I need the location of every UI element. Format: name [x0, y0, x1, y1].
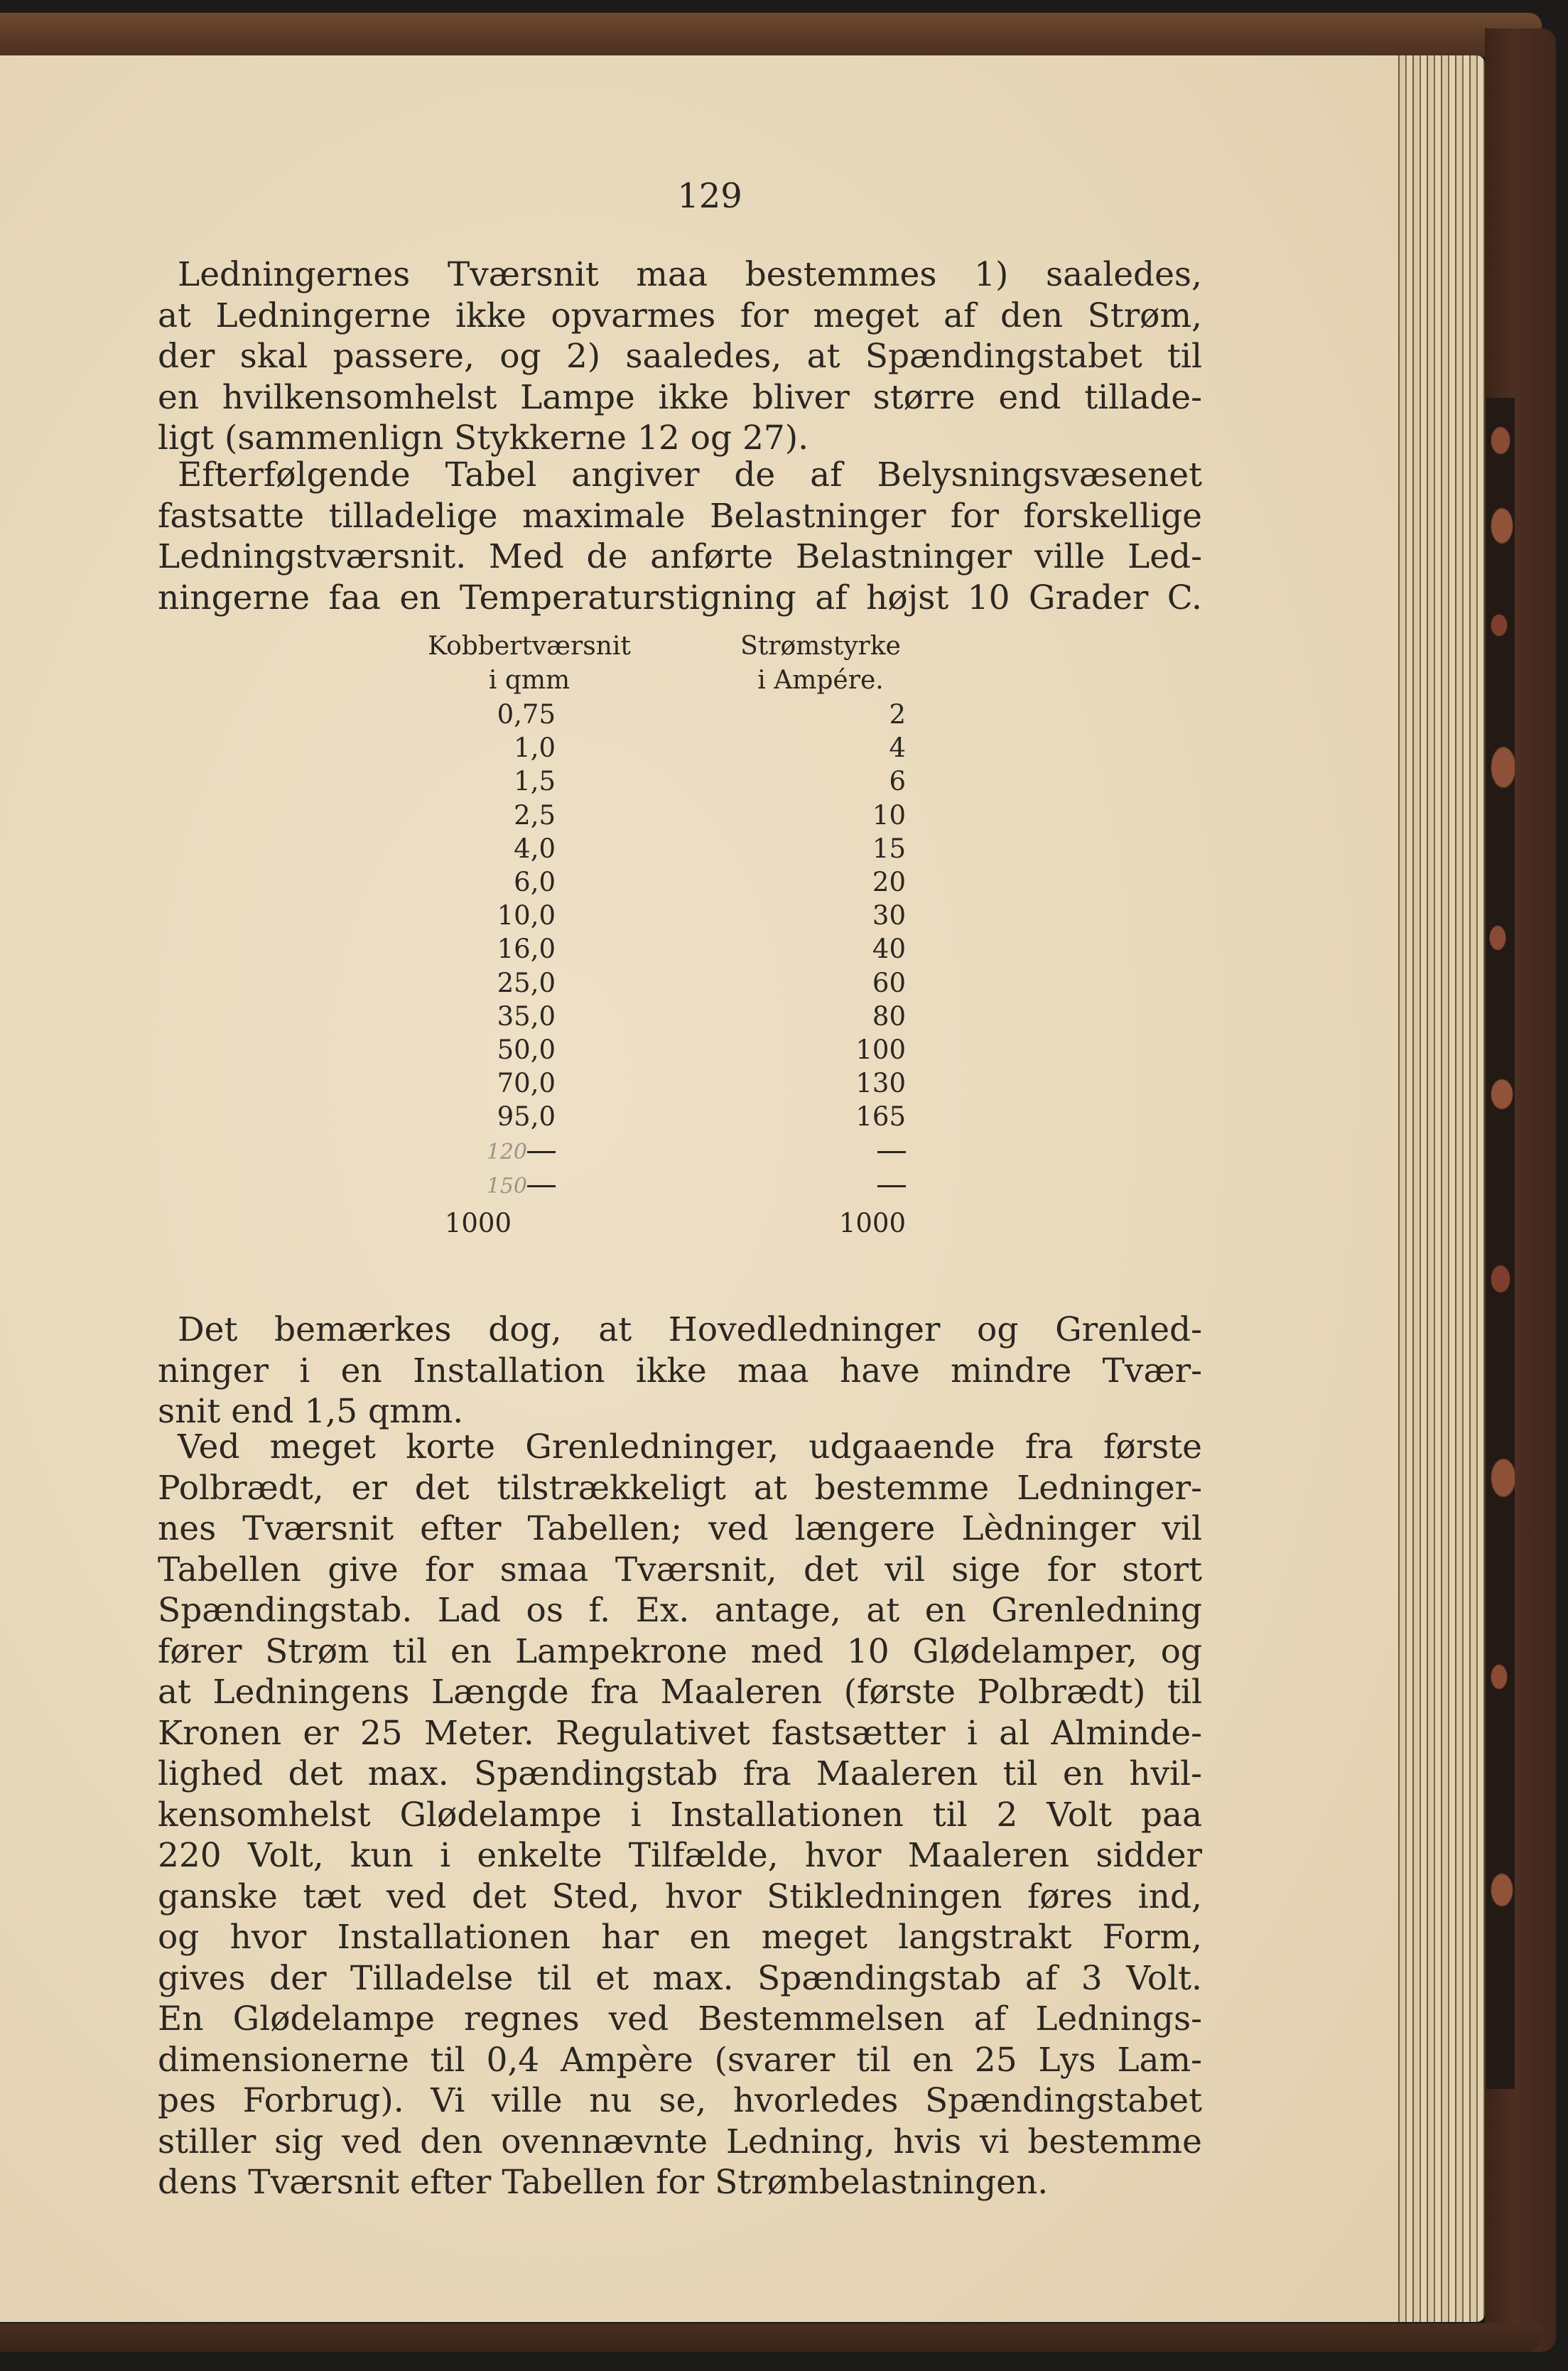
cell-qmm: 70,0 [497, 1068, 556, 1099]
text-line: ninger i en Installation ikke maa have mindre Tvær- [158, 1351, 1202, 1390]
cell-ampere: 80 [872, 1000, 906, 1032]
text-line: Efterfølgende Tabel angiver de af Belysningsvæsenet [178, 455, 1202, 495]
text-line: lighed det max. Spændingstab fra Maaleren til en hvil- [158, 1754, 1202, 1793]
cell-ampere: 10 [872, 799, 906, 831]
cell-ampere-blank [556, 1167, 906, 1201]
cell-qmm: 1000 [444, 1207, 512, 1238]
table-row [369, 865, 952, 899]
text-line: Polbrædt, er det tilstrækkeligt at bestemme Ledninger- [158, 1468, 1202, 1508]
table-row [369, 799, 952, 832]
cell-ampere: 165 [855, 1101, 906, 1133]
text-line: ligt (sammenlign Stykkerne 12 og 27). [158, 418, 809, 458]
cell-ampere: 4 [889, 733, 906, 764]
cell-qmm: 35,0 [497, 1000, 556, 1032]
table-row-blank [369, 1133, 952, 1167]
paragraph-1 [158, 254, 1202, 459]
header-current-unit: i Ampére. [757, 666, 884, 695]
text-line: 220 Volt, kun i enkelte Tilfælde, hvor Maaleren sidder [158, 1836, 1202, 1875]
cell-ampere: 2 [889, 699, 906, 730]
cell-ampere: 60 [872, 967, 906, 998]
text-line: dimensionerne til 0,4 Ampère (svarer til en 25 Lys Lam- [158, 2040, 1202, 2080]
table-row [369, 966, 952, 1000]
table-row [369, 1033, 952, 1066]
cell-ampere: 130 [855, 1068, 906, 1099]
cell-qmm-blank [369, 1167, 556, 1201]
table-header [369, 630, 952, 664]
book-cover-bottom [0, 2323, 1542, 2352]
table-row [369, 731, 952, 765]
text-line: Ved meget korte Grenledninger, udgaaende fra første [178, 1427, 1202, 1467]
cell-qmm: 10,0 [497, 900, 556, 931]
cell-qmm: 50,0 [497, 1034, 556, 1065]
cell-qmm: 1,5 [514, 766, 556, 797]
table-row [369, 1000, 952, 1033]
cell-ampere: 15 [872, 833, 906, 864]
cell-qmm: 16,0 [497, 934, 556, 965]
table-row [369, 698, 952, 731]
pencil-annotation: 120 [486, 1140, 527, 1165]
cell-ampere: 40 [872, 934, 906, 965]
text-line: Ledningstværsnit. Med de anførte Belastninger ville Led- [158, 537, 1202, 576]
text-line: fører Strøm til en Lampekrone med 10 Glødelamper, og [158, 1631, 1202, 1671]
text-line: snit end 1,5 qmm. [158, 1392, 464, 1431]
table-row [369, 832, 952, 865]
text-line: stiller sig ved den ovennævnte Ledning, hvis vi bestemme [158, 2122, 1202, 2161]
text-line: ningerne faa en Temperaturstigning af højst 10 Grader C. [158, 578, 1202, 617]
cell-ampere: 20 [872, 866, 906, 897]
conductor-load-table [369, 630, 952, 1240]
text-line: gives der Tilladelse til et max. Spændingstab af 3 Volt. [158, 1958, 1202, 1998]
header-cross-section-unit: i qmm [488, 666, 571, 695]
text-line: at Ledningerne ikke opvarmes for meget af den Strøm, [158, 296, 1202, 335]
text-line: fastsatte tilladelige maximale Belastninger for forskellige [158, 496, 1202, 536]
text-line: Ledningernes Tværsnit maa bestemmes 1) saaledes, [178, 255, 1202, 294]
text-line: kensomhelst Glødelampe i Installationen til 2 Volt paa [158, 1795, 1202, 1835]
book-cover-top [0, 13, 1542, 57]
cell-ampere: 1000 [838, 1207, 906, 1238]
dash-mark [877, 1185, 906, 1187]
paragraph-4 [158, 1427, 1202, 2203]
table-row-blank [369, 1167, 952, 1201]
paragraph-3 [158, 1309, 1202, 1432]
dash-mark [527, 1185, 556, 1187]
cell-qmm: 0,75 [497, 699, 556, 730]
table-header-units [369, 664, 952, 698]
text-line: dens Tværsnit efter Tabellen for Strømbelastningen. [158, 2163, 1049, 2202]
dash-mark [877, 1151, 906, 1153]
page-number: 129 [677, 176, 742, 216]
book-page [0, 55, 1398, 2322]
text-line: pes Forbrug). Vi ville nu se, hvorledes Spændingstabet [158, 2081, 1202, 2120]
text-line: En Glødelampe regnes ved Bestemmelsen af Lednings- [158, 1999, 1202, 2038]
text-line: Det bemærkes dog, at Hovedledninger og Grenled- [178, 1310, 1202, 1349]
text-line: nes Tværsnit efter Tabellen; ved længere Lèdninger vil [158, 1509, 1202, 1548]
header-current: Strømstyrke [740, 632, 901, 661]
text-line: at Ledningens Længde fra Maaleren (første Polbrædt) til [158, 1673, 1202, 1712]
table-row-total [369, 1206, 952, 1240]
cell-qmm: 2,5 [514, 799, 556, 831]
cell-qmm: 1,0 [514, 733, 556, 764]
cell-qmm-blank [369, 1133, 556, 1167]
header-cross-section: Kobbertværsnit [428, 632, 631, 661]
table-row [369, 1066, 952, 1100]
paragraph-2 [158, 455, 1202, 618]
cell-ampere: 30 [872, 900, 906, 931]
table-row [369, 1100, 952, 1133]
pencil-annotation: 150 [486, 1173, 527, 1199]
text-line: en hvilkensomhelst Lampe ikke bliver større end tillade- [158, 377, 1202, 417]
text-line: Kronen er 25 Meter. Regulativet fastsætter i al Alminde- [158, 1713, 1202, 1753]
cell-ampere-blank [556, 1133, 906, 1167]
text-line: Spændingstab. Lad os f. Ex. antage, at en Grenledning [158, 1591, 1202, 1630]
cell-ampere: 6 [889, 766, 906, 797]
cell-qmm: 4,0 [514, 833, 556, 864]
text-line: og hvor Installationen har en meget langstrakt Form, [158, 1918, 1202, 1957]
marbled-edge [1486, 398, 1515, 2089]
table-row [369, 932, 952, 966]
cell-qmm: 25,0 [497, 967, 556, 998]
table-row [369, 765, 952, 798]
page-edges [1393, 55, 1485, 2322]
dash-mark [527, 1151, 556, 1153]
table-row [369, 899, 952, 932]
cell-qmm: 95,0 [497, 1101, 556, 1133]
text-line: der skal passere, og 2) saaledes, at Spændingstabet til [158, 337, 1202, 376]
cell-ampere: 100 [855, 1034, 906, 1065]
cell-qmm: 6,0 [514, 866, 556, 897]
text-line: Tabellen give for smaa Tværsnit, det vil sige for stort [158, 1550, 1202, 1589]
text-line: ganske tæt ved det Sted, hvor Stikledningen føres ind, [158, 1876, 1202, 1916]
